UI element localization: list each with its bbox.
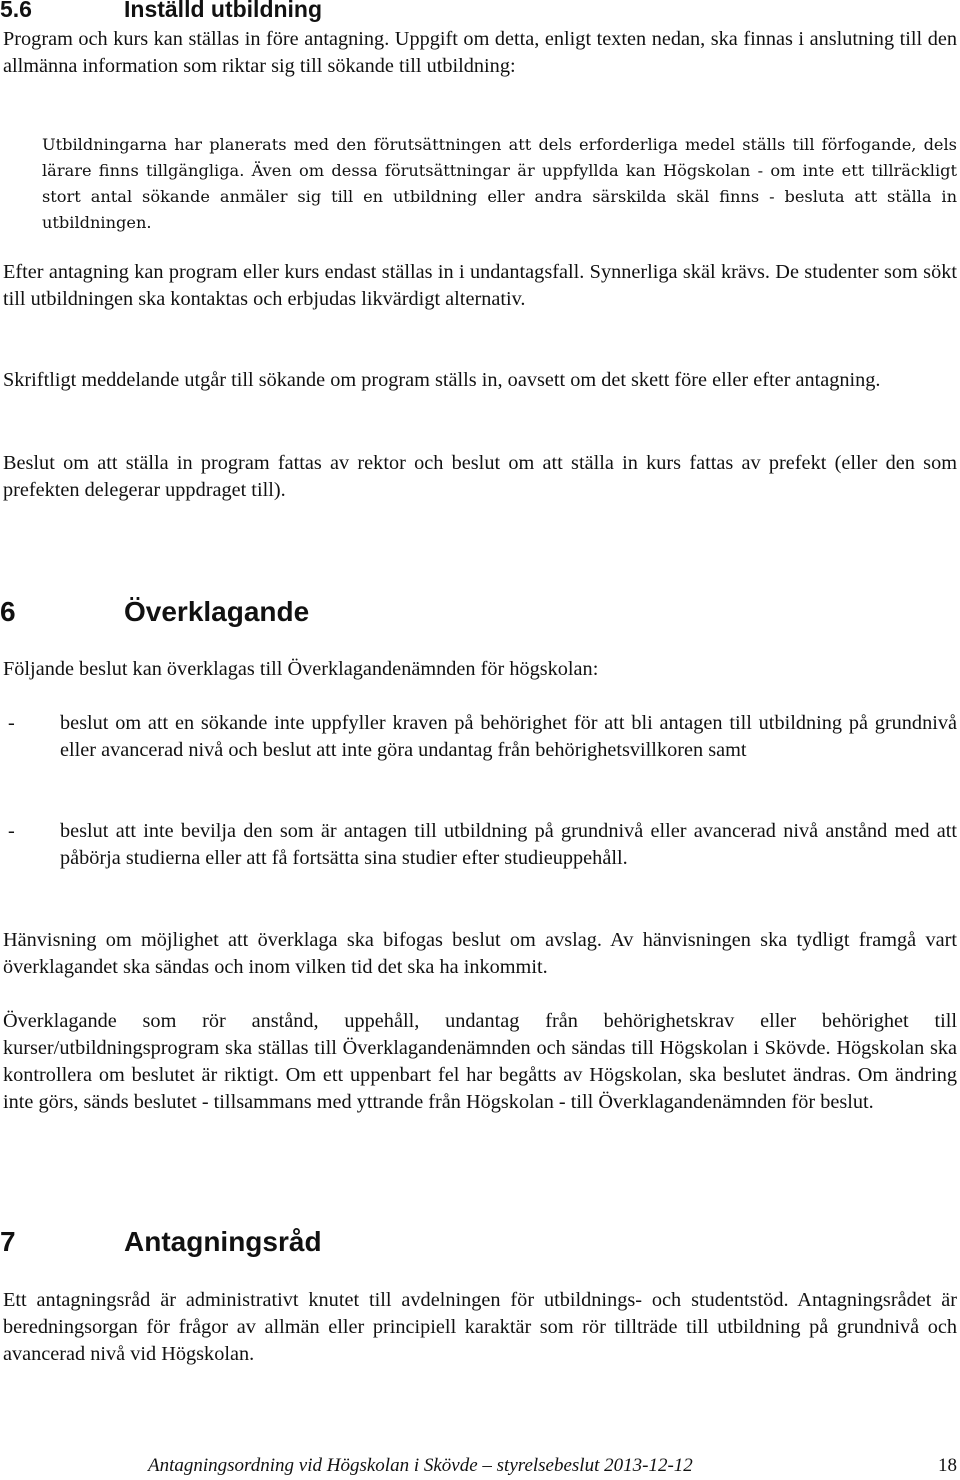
footer-text: Antagningsordning vid Högskolan i Skövde – styrelsebeslut 2013-12-12 xyxy=(148,1455,693,1476)
section-number: 7 xyxy=(0,1226,16,1257)
list-marker: - xyxy=(8,820,15,842)
list-item-text: beslut att inte bevilja den som är antagen till utbildning på grundnivå eller avancerad nivå anstånd med att påbörja studierna eller att få fortsätta sina studier efter studieuppehåll. xyxy=(60,820,957,869)
section-number: 6 xyxy=(0,596,16,627)
list-marker: - xyxy=(8,712,15,734)
section-title: Överklagande xyxy=(124,596,310,627)
section-title: Antagningsråd xyxy=(124,1226,322,1257)
paragraph: Beslut om att ställa in program fattas av rektor och beslut om att ställa in kurs fattas av prefekt (eller den som prefekten delegerar uppdraget till). xyxy=(3,452,957,501)
paragraph: Hänvisning om möjlighet att överklaga ska bifogas beslut om avslag. Av hänvisningen ska tydligt framgå vart överklagandet ska sändas och inom vilken tid det ska ha inkommit. xyxy=(3,929,957,978)
paragraph: Skriftligt meddelande utgår till sökande om program ställs in, oavsett om det skett före eller efter antagning. xyxy=(3,369,881,391)
paragraph: Efter antagning kan program eller kurs endast ställas in i undantagsfall. Synnerliga skäl krävs. De studenter som sökt till utbildningen ska kontaktas och erbjudas likvärdigt alternativ. xyxy=(3,261,957,310)
section-heading-6 xyxy=(0,594,960,630)
list-item-text: beslut om att en sökande inte uppfyller kraven på behörighet för att bli antagen till utbildning på grundnivå eller avancerad nivå och beslut att inte göra undantag från behörighetsvillkoren samt xyxy=(60,712,957,761)
paragraph: Ett antagningsråd är administrativt knutet till avdelningen för utbildnings- och studentstöd. Antagningsrådet är beredningsorgan för frågor av allmän eller principiell karaktär som rör tillträde till utbildning på grundnivå och avancerad nivå vid Högskolan. xyxy=(3,1289,957,1365)
paragraph: Överklagande som rör anstånd, uppehåll, undantag från behörighetskrav eller behörighet till kurser/utbildningsprogram ska ställas till Överklagandenämnden och sändas till Högskolan i Skövde. Högskolan ska kontrollera om beslutet är riktigt. Om ett uppenbart fel har begåtts av Högskolan, ska beslutet ändras. Om ändring inte görs, sänds beslutet - tillsammans med yttrande från Högskolan - till Överklagandenämnden för beslut. xyxy=(3,1010,957,1113)
section-heading-5-6 xyxy=(0,0,960,24)
paragraph: Program och kurs kan ställas in före antagning. Uppgift om detta, enligt texten nedan, ska finnas i anslutning till den allmänna information som riktar sig till sökande till utbildning: xyxy=(3,28,957,77)
page-footer xyxy=(0,1452,960,1480)
page-number: 18 xyxy=(938,1455,957,1476)
section-heading-7 xyxy=(0,1224,960,1260)
paragraph: Följande beslut kan överklagas till Överklagandenämnden för högskolan: xyxy=(3,658,599,680)
section-number: 5.6 xyxy=(0,0,32,22)
section-title: Inställd utbildning xyxy=(124,0,323,22)
indented-quote-paragraph: Utbildningarna har planerats med den förutsättningen att dels erforderliga medel ställs till förfogande, dels lärare finns tillgängliga. Även om dessa förutsättningar är uppfyllda kan Högskolan - om inte ett tillräckligt stort antal sökande anmäler sig till en utbildning eller andra särskilda skäl finns - besluta att ställa in utbildningen. xyxy=(42,135,957,232)
